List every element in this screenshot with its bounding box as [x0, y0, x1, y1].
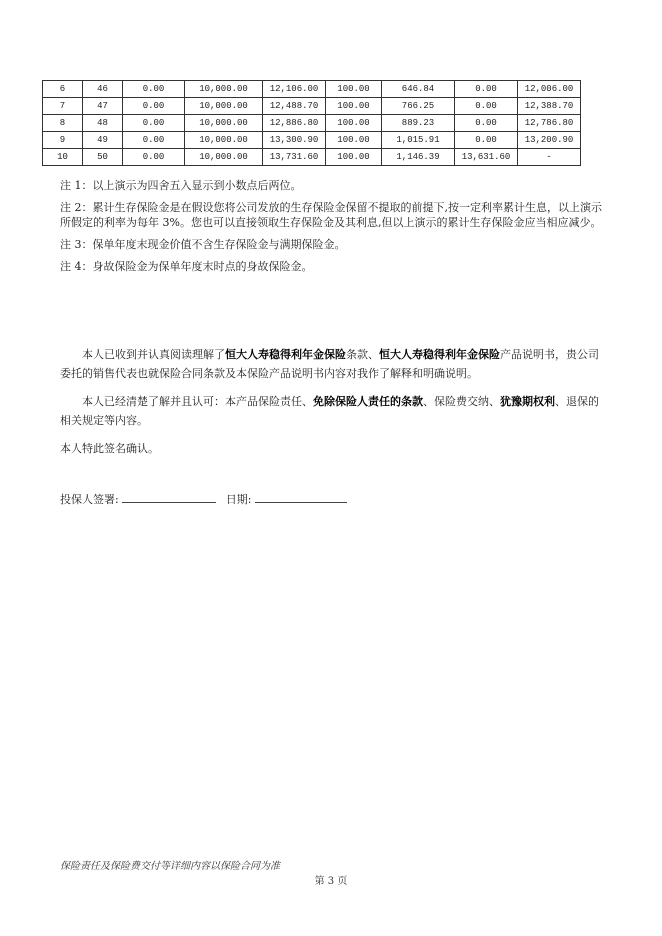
- table-row: [43, 98, 581, 115]
- table-cell: 10,000.00: [185, 81, 263, 98]
- signature-field[interactable]: [122, 492, 216, 503]
- notes-section: [60, 178, 608, 281]
- signature-line: [60, 491, 347, 507]
- table-cell: 13,200.90: [518, 132, 581, 149]
- table-cell: 13,300.90: [263, 132, 326, 149]
- table-cell: 766.25: [382, 98, 455, 115]
- text-span: 、退保的相关规定等内容。: [60, 395, 599, 427]
- text-span: 产品说明书，贵公司委托的销售代表也就保险合同条款及本保险产品说明书内容对我作了解释和明确说明。: [60, 348, 599, 380]
- table-cell: 13,631.60: [455, 149, 518, 166]
- table-cell: 0.00: [455, 115, 518, 132]
- cooling-off-right-bold: 犹豫期权利: [500, 395, 555, 408]
- benefit-table-wrapper: [42, 80, 581, 166]
- table-cell: 12,886.80: [263, 115, 326, 132]
- note-cash-value: 注 3：保单年度末现金价值不含生存保险金与满期保险金。: [60, 238, 346, 251]
- age-cell: 48: [83, 115, 123, 132]
- policy-year-cell: 10: [43, 149, 83, 166]
- table-cell: 100.00: [326, 149, 382, 166]
- table-row: [43, 81, 581, 98]
- table-cell: 12,388.70: [518, 98, 581, 115]
- table-cell: 0.00: [123, 149, 185, 166]
- date-field[interactable]: [255, 492, 347, 503]
- table-cell: 100.00: [326, 115, 382, 132]
- table-row: [43, 149, 581, 166]
- signer-label: 投保人签署:: [60, 493, 119, 506]
- table-cell: 1,146.39: [382, 149, 455, 166]
- table-cell: 889.23: [382, 115, 455, 132]
- text-span: 、保险费交纳、: [423, 395, 500, 408]
- table-cell: 12,488.70: [263, 98, 326, 115]
- age-cell: 50: [83, 149, 123, 166]
- table-cell: 1,015.91: [382, 132, 455, 149]
- table-cell: 0.00: [455, 81, 518, 98]
- table-cell: 646.84: [382, 81, 455, 98]
- table-cell: 12,006.00: [518, 81, 581, 98]
- table-row: [43, 115, 581, 132]
- policy-year-cell: 6: [43, 81, 83, 98]
- product-name-bold: 恒大人寿稳得利年金保险: [379, 348, 500, 361]
- footer-note: 保险责任及保险费交付等详细内容以保险合同为准: [60, 861, 280, 872]
- table-cell: 0.00: [123, 81, 185, 98]
- confirmation-paragraph-2: [60, 392, 608, 430]
- note-rounding: 注 1：以上演示为四舍五入显示到小数点后两位。: [60, 179, 302, 192]
- age-cell: 46: [83, 81, 123, 98]
- table-cell: 100.00: [326, 132, 382, 149]
- table-cell: 0.00: [455, 98, 518, 115]
- table-cell: 10,000.00: [185, 149, 263, 166]
- table-cell: 0.00: [123, 132, 185, 149]
- product-name-bold: 恒大人寿稳得利年金保险: [225, 348, 346, 361]
- table-cell: 13,731.60: [263, 149, 326, 166]
- table-cell: 10,000.00: [185, 115, 263, 132]
- table-cell: 12,786.80: [518, 115, 581, 132]
- text-span: 条款、: [346, 348, 379, 361]
- policy-year-cell: 9: [43, 132, 83, 149]
- exclusion-clause-bold: 免除保险人责任的条款: [313, 395, 423, 408]
- text-span: 本人已收到并认真阅读理解了: [82, 348, 225, 361]
- policy-year-cell: 8: [43, 115, 83, 132]
- note-accumulated-survival-benefit: 注 2：累计生存保险金是在假设您将公司发放的生存保险金保留不提取的前提下,按一定利率累计生息，以上演示所假定的利率为每年 3%。您也可以直接领取生存保险金及其利息,但以上演示的累计生存保险金应当相应减少。: [60, 201, 602, 229]
- table-cell: 0.00: [123, 98, 185, 115]
- note-death-benefit: 注 4：身故保险金为保单年度末时点的身故保险金。: [60, 260, 313, 273]
- table-cell: 100.00: [326, 81, 382, 98]
- age-cell: 47: [83, 98, 123, 115]
- table-cell: 100.00: [326, 98, 382, 115]
- table-cell: 0.00: [123, 115, 185, 132]
- date-label: 日期:: [225, 493, 252, 506]
- table-cell: 10,000.00: [185, 98, 263, 115]
- table-cell: -: [518, 149, 581, 166]
- table-cell: 12,106.00: [263, 81, 326, 98]
- confirmation-paragraph-3: 本人特此签名确认。: [60, 442, 159, 455]
- confirmation-section: [60, 345, 608, 467]
- table-cell: 0.00: [455, 132, 518, 149]
- age-cell: 49: [83, 132, 123, 149]
- benefit-table: [42, 80, 581, 166]
- policy-year-cell: 7: [43, 98, 83, 115]
- page-number: 第 3 页: [314, 876, 348, 887]
- table-row: [43, 132, 581, 149]
- table-cell: 10,000.00: [185, 132, 263, 149]
- confirmation-paragraph-1: [60, 345, 608, 383]
- text-span: 本人已经清楚了解并且认可：本产品保险责任、: [82, 395, 313, 408]
